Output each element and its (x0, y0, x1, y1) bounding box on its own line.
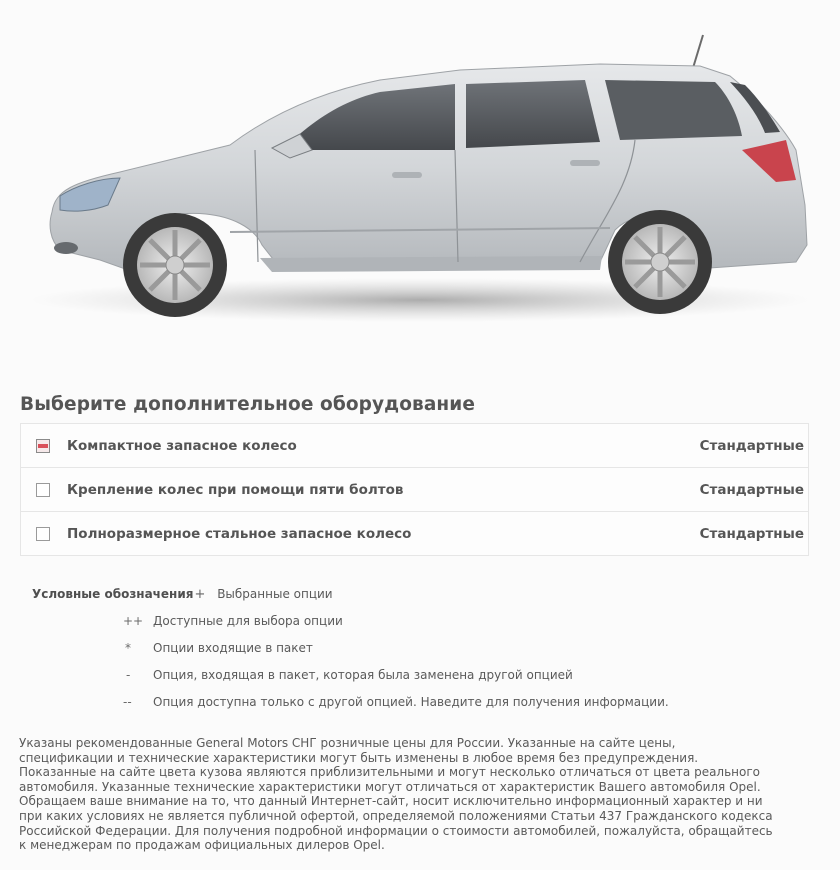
section-title: Выберите дополнительное оборудование (20, 394, 476, 415)
asterisk-icon: * (125, 641, 131, 655)
option-label: Полноразмерное стальное запасное колесо (67, 525, 412, 542)
option-row-five-bolt[interactable] (21, 468, 808, 512)
option-row-full-spare[interactable] (21, 512, 808, 555)
checkbox-unchecked-icon[interactable] (36, 483, 50, 497)
disclaimer-text (19, 736, 819, 853)
disclaimer-line: Указаны рекомендованные General Motors СНГ розничные цены для России. Указанные на сайте цены, (19, 736, 676, 750)
checkbox-standard-icon[interactable] (36, 439, 50, 453)
option-label: Крепление колес при помощи пяти болтов (67, 481, 404, 498)
legend-title: Условные обозначения (32, 587, 194, 601)
disclaimer-line: спецификации и технические характеристики могут быть изменены в любое время без предупреждения. (19, 750, 699, 765)
legend-text: Опция, входящая в пакет, которая была заменена другой опцией (153, 668, 573, 682)
option-label: Компактное запасное колесо (67, 437, 297, 454)
option-status: Стандартные (699, 481, 804, 498)
dash-icon: - (126, 668, 131, 682)
plus-icon: + (194, 587, 206, 602)
disclaimer-line: к менеджерам по продажам официальных дилеров Opel. (19, 838, 385, 853)
option-status: Стандартные (699, 525, 804, 542)
legend-item-selected (32, 587, 333, 602)
double-dash-icon: -- (123, 695, 132, 709)
disclaimer-line: Обращаем ваше внимание на то, что данный Интернет-сайт, носит исключительно информационный характер и ни (19, 794, 763, 809)
legend-text: Выбранные опции (217, 587, 333, 601)
legend-text: Доступные для выбора опции (153, 614, 343, 628)
legend-text: Опции входящие в пакет (153, 641, 313, 655)
option-row-compact-spare[interactable] (21, 424, 808, 468)
checkbox-unchecked-icon[interactable] (36, 527, 50, 541)
car-image (0, 0, 840, 345)
legend-text: Опция доступна только с другой опцией. Наведите для получения информации. (153, 695, 669, 709)
options-table (20, 423, 809, 556)
option-status: Стандартные (699, 437, 804, 454)
double-plus-icon: ++ (123, 614, 144, 628)
disclaimer-line: Российской Федерации. Для получения подробной информации о стоимости автомобилей, пожалуйста, обращайтесь (19, 823, 773, 838)
car-station-wagon-icon (0, 0, 840, 345)
disclaimer-line: Показанные на сайте цвета кузова являются приблизительными и могут несколько отличаться от цвета реального (19, 765, 760, 780)
disclaimer-line: автомобиля. Указанные технические характеристики могут отличаться от характеристик Вашего автомобиля Opel. (19, 779, 761, 794)
disclaimer-line: при каких условиях не является публичной офертой, определяемой положениями Статьи 437 Гражданского кодекса (19, 808, 773, 823)
